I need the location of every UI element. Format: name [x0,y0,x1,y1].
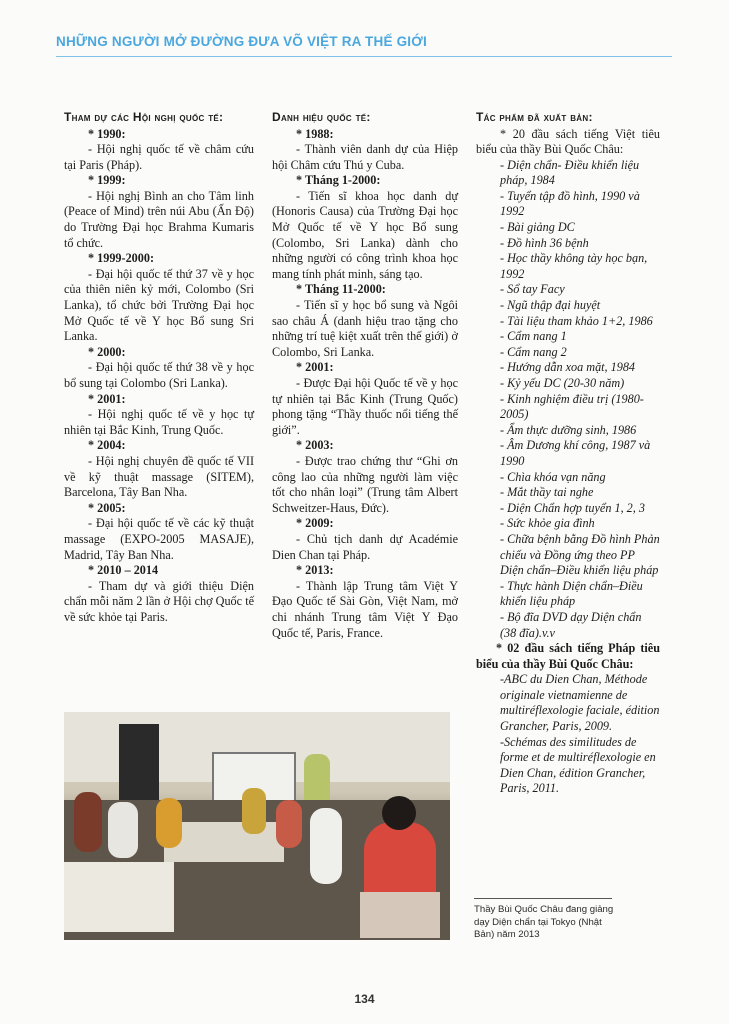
conferences-heading: Tham dự các Hội nghị quốc tế: [64,110,224,124]
honor-entry: - Tiến sĩ y học bổ sung và Ngôi sao châu Á (danh hiệu trao tặng cho những trí tuệ kiệt xuất trên thế giới) ở Colombo, Sri Lanka. [272,298,458,359]
honor-entry: - Chủ tịch danh dự Académie Dien Chan tại Pháp. [272,531,458,562]
book-item: - Bộ đĩa DVD dạy Diện chẩn (38 đĩa).v.v [500,609,642,640]
book-item: - Ẩm thực dưỡng sinh, 1986 [500,422,637,437]
publications-heading: Tác phẩm đã xuất bản: [476,110,593,124]
conference-year: * 1999-2000: [88,251,155,266]
book-item: - Sổ tay Facy [500,282,565,297]
book-item: - Cẩm nang 2 [500,344,567,359]
conference-entry: - Đại hội quốc tế về các kỹ thuật massage (EXPO-2005 MASAJE), Madrid, Tây Ban Nha. [64,516,254,562]
honor-year: * Tháng 11-2000: [296,282,386,297]
book-item: - Diện Chẩn hợp tuyển 1, 2, 3 [500,500,645,515]
conference-year: * 1999: [88,173,126,188]
conference-year: * 2005: [88,500,126,515]
book-item: - Đồ hình 36 bệnh [500,235,589,250]
book-item: - Học thầy không tày học bạn, 1992 [500,251,648,281]
caption-divider [474,898,612,899]
honors-column [272,110,458,641]
conference-year: * 2000: [88,344,126,359]
book-item: - Diện chẩn- Điều khiển liệu pháp, 1984 [500,157,640,188]
header-divider [56,56,672,57]
conference-entry: - Tham dự và giới thiệu Diện chẩn mỗi năm 2 lần ở Hội chợ Quốc tế về sức khỏe tại Paris. [64,578,254,624]
book-item: - Chữa bệnh bằng Đồ hình Phản chiếu và Đồng ứng theo PP Diện chẩn–Điều khiển liệu pháp [500,531,660,578]
book-item: - Bài giảng DC [500,220,575,235]
book-item: - Chìa khóa vạn năng [500,469,606,484]
section-header: NHỮNG NGƯỜI MỞ ĐƯỜNG ĐƯA VÕ VIỆT RA THẾ GIỚI [56,34,427,49]
conference-entry: - Hội nghị Bình an cho Tâm linh (Peace of Mind) trên núi Abu (Ấn Độ) do Trường Đại học Brahma Kumaris tổ chức. [64,188,254,250]
book-item: - Sức khỏe gia đình [500,516,595,531]
classroom-photo [64,712,450,940]
book-item: - Mắt thầy tai nghe [500,485,594,500]
honor-entry: - Tiến sĩ khoa học danh dự (Honoris Causa) của Trường Đại học Mở Quốc tế về Y học Bổ sung (Colombo, Sri Lanka) dành cho những người có công trình khoa học mang tính phát minh, sáng tạo. [272,188,458,281]
honor-entry: - Thành lập Trung tâm Việt Y Đạo Quốc tế Sài Gòn, Việt Nam, mở chi nhánh Trung tâm Việt Y Đạo Quốc tế, Paris, France. [272,578,458,640]
conference-entry: - Hội nghị chuyên đề quốc tế VII về kỹ thuật massage (SITEM), Barcelona, Tây Ban Nha. [64,453,254,500]
publications-column [476,110,660,797]
book-item: - Kinh nghiệm điều trị (1980-2005) [500,391,644,422]
honor-year: * 2001: [296,360,334,375]
honor-year: * Tháng 1-2000: [296,173,381,188]
book-item: - Tài liệu tham khảo 1+2, 1986 [500,313,653,328]
honor-entry: - Được trao chứng thư “Ghi ơn công lao của những người làm việc tốt cho nhân loại” (Trung tâm Albert Schweitzer-Haus, Đức). [272,453,458,515]
book-item: - Tuyển tập đồ hình, 1990 và 1992 [500,188,640,219]
book-item: - Kỷ yếu DC (20-30 năm) [500,376,625,390]
fr-books-intro: * 02 đầu sách tiếng Pháp tiêu biểu của thầy Bùi Quốc Châu: [476,641,660,671]
honor-entry: - Thành viên danh dự của Hiệp hội Châm cứu Thú y Cuba. [272,142,458,172]
conference-entry: - Hội nghị quốc tế về châm cứu tại Paris (Pháp). [64,142,254,172]
page-number: 134 [354,992,375,1006]
french-book-item: -Schémas des similitudes de forme et de multiréflexologie en Dien Chan, édition Grancher, Paris, 2011. [500,734,656,796]
honor-year: * 2013: [296,563,334,578]
conference-entry: - Đại hội quốc tế thứ 38 về y học bổ sung tại Colombo (Sri Lanka). [64,360,254,390]
conference-entry: - Hội nghị quốc tế về y học tự nhiên tại Bắc Kinh, Trung Quốc. [64,407,254,437]
conference-year: * 1990: [88,126,126,141]
honor-year: * 2009: [296,516,334,531]
honors-heading: Danh hiệu quốc tế: [272,110,371,124]
book-item: - Thực hành Diện chẩn–Điều khiển liệu pháp [500,578,643,609]
vn-books-intro: * 20 đầu sách tiếng Việt tiêu biểu của thầy Bùi Quốc Châu: [476,126,660,157]
conference-year: * 2004: [88,438,126,453]
conference-year: * 2010 – 2014 [88,563,159,578]
honor-entry: - Được Đại hội Quốc tế về y học tự nhiên tại Bắc Kinh (Trung Quốc) phong tặng “Thầy thuốc nổi tiếng thế giới”. [272,376,458,437]
honor-year: * 1988: [296,126,334,141]
conference-entry: - Đại hội quốc tế thứ 37 về y học của thiên niên kỷ mới, Colombo (Sri Lanka), tổ chức bởi Trường Đại học Mở Quốc tế về Y học Bổ sung Sri Lanka. [64,266,254,344]
honor-year: * 2003: [296,438,334,453]
photo-caption: Thầy Bùi Quốc Châu đang giảng dạy Diện chẩn tại Tokyo (Nhật Bản) năm 2013 [474,904,614,941]
conference-year: * 2001: [88,391,126,406]
conferences-column [64,110,254,626]
book-item: - Hướng dẫn xoa mặt, 1984 [500,360,636,375]
french-book-item: -ABC du Dien Chan, Méthode originale vietnamienne de multiréflexologie faciale, édition Grancher, Paris, 2009. [500,672,660,734]
book-item: - Ngũ thập đại huyệt [500,298,601,313]
book-item: - Cẩm nang 1 [500,329,567,344]
book-item: - Âm Dương khí công, 1987 và 1990 [500,438,651,468]
